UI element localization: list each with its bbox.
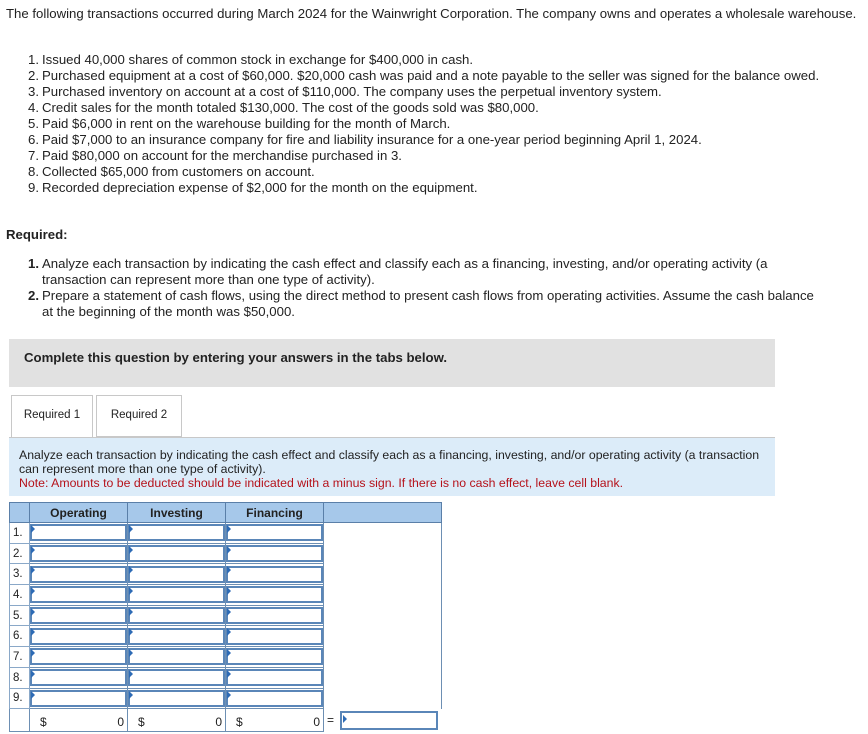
operating-cell [30,626,128,647]
currency-symbol: $ [236,715,243,730]
complete-banner: Complete this question by entering your answers in the tabs below. [9,339,775,387]
instructions-note: Note: Amounts to be deducted should be indicated with a minus sign. If there is no cash effect, leave cell blank. [19,476,624,490]
financing-cell [226,605,324,626]
financing-total-value: 0 [313,715,320,730]
operating-cell [30,667,128,688]
item-number: 2. [28,288,39,303]
row-label: 9. [10,688,30,709]
list-item [28,256,828,288]
operating-input[interactable] [30,586,127,603]
financing-input[interactable] [226,648,323,665]
column-header-blank [324,503,442,523]
corner-cell [10,503,30,523]
item-text: Recorded depreciation expense of $2,000 for the month on the equipment. [42,180,478,195]
operating-input[interactable] [30,628,127,645]
investing-input[interactable] [128,669,225,686]
financing-input[interactable] [226,545,323,562]
cash-effect-grid [9,502,442,732]
operating-input[interactable] [30,524,127,541]
financing-cell [226,585,324,606]
operating-input[interactable] [30,690,127,707]
operating-cell [30,543,128,564]
operating-cell [30,564,128,585]
investing-cell [128,605,226,626]
required-list [28,256,828,320]
investing-cell [128,523,226,544]
list-item [28,164,848,180]
row-label: 6. [10,626,30,647]
investing-cell [128,626,226,647]
net-change-cell [324,709,442,732]
operating-input[interactable] [30,566,127,583]
instructions-text: Analyze each transaction by indicating the cash effect and classify each as a financing, investing, and/or operating activity (a transaction can represent more than one type of activity). [19,448,760,476]
financing-input[interactable] [226,566,323,583]
financing-input[interactable] [226,524,323,541]
financing-total [226,709,324,732]
operating-input[interactable] [30,607,127,624]
investing-input[interactable] [128,690,225,707]
financing-input[interactable] [226,607,323,624]
item-text: Analyze each transaction by indicating the cash effect and classify each as a financing, investing, and/or operating activity (a transaction can represent more than one type of activity). [42,256,768,287]
operating-input[interactable] [30,648,127,665]
operating-cell [30,647,128,668]
investing-total [128,709,226,732]
column-header-financing: Financing [226,503,324,523]
financing-input[interactable] [226,628,323,645]
investing-cell [128,543,226,564]
operating-cell [30,688,128,709]
item-number: 1. [28,52,39,67]
investing-input[interactable] [128,607,225,624]
item-text: Purchased equipment at a cost of $60,000. $20,000 cash was paid and a note payable to the seller was signed for the balance owed. [42,68,820,83]
row-label: 2. [10,543,30,564]
investing-cell [128,667,226,688]
operating-total-value: 0 [117,715,124,730]
item-text: Collected $65,000 from customers on account. [42,164,315,179]
list-item [28,84,848,100]
transaction-list [28,52,848,196]
investing-cell [128,647,226,668]
table-row [10,523,442,544]
list-item [28,68,848,84]
financing-cell [226,564,324,585]
list-item [28,116,848,132]
row-label: 8. [10,667,30,688]
item-text: Purchased inventory on account at a cost of $110,000. The company uses the perpetual inventory system. [42,84,662,99]
investing-cell [128,585,226,606]
currency-symbol: $ [138,715,145,730]
row-label: 7. [10,647,30,668]
item-number: 5. [28,116,39,131]
list-item [28,132,848,148]
investing-cell [128,688,226,709]
column-header-investing: Investing [128,503,226,523]
item-text: Issued 40,000 shares of common stock in exchange for $400,000 in cash. [42,52,474,67]
item-text: Paid $7,000 to an insurance company for fire and liability insurance for a one-year period beginning April 1, 2024. [42,132,702,147]
financing-cell [226,647,324,668]
row-label: 5. [10,605,30,626]
operating-cell [30,523,128,544]
investing-input[interactable] [128,628,225,645]
totals-row [10,709,442,732]
item-number: 2. [28,68,39,83]
investing-input[interactable] [128,566,225,583]
answer-table [9,502,442,732]
investing-input[interactable] [128,586,225,603]
item-number: 7. [28,148,39,163]
tab-required-1[interactable]: Required 1 [11,395,93,437]
row-label: 4. [10,585,30,606]
list-item [28,288,828,320]
operating-cell [30,605,128,626]
item-number: 3. [28,84,39,99]
operating-cell [30,585,128,606]
financing-cell [226,688,324,709]
investing-input[interactable] [128,648,225,665]
item-text: Paid $80,000 on account for the merchandise purchased in 3. [42,148,402,163]
list-item [28,148,848,164]
required-heading: Required: [6,227,68,242]
item-text: Credit sales for the month totaled $130,000. The cost of the goods sold was $80,000. [42,100,539,115]
financing-input[interactable] [226,669,323,686]
list-item [28,52,848,68]
financing-cell [226,523,324,544]
intro-text: The following transactions occurred during March 2024 for the Wainwright Corporation. The company owns and operates a wholesale warehouse. [6,6,857,21]
operating-total [30,709,128,732]
financing-cell [226,543,324,564]
operating-input[interactable] [30,669,127,686]
item-text: Prepare a statement of cash flows, using the direct method to present cash flows from operating activities. Assume the cash balance at the beginning of the month was $50,000. [42,288,814,319]
operating-input[interactable] [30,545,127,562]
investing-input[interactable] [128,524,225,541]
financing-cell [226,667,324,688]
currency-symbol: $ [40,715,47,730]
financing-input[interactable] [226,586,323,603]
list-item [28,100,848,116]
row-label: 3. [10,564,30,585]
column-header-operating: Operating [30,503,128,523]
investing-input[interactable] [128,545,225,562]
item-number: 1. [28,256,39,271]
financing-cell [226,626,324,647]
financing-input[interactable] [226,690,323,707]
equals-sign: = [327,713,335,728]
item-text: Paid $6,000 in rent on the warehouse building for the month of March. [42,116,451,131]
row-label: 1. [10,523,30,544]
item-number: 6. [28,132,39,147]
item-number: 4. [28,100,39,115]
totals-label [10,709,30,732]
tab-required-2[interactable]: Required 2 [96,395,182,437]
net-change-input[interactable] [340,711,438,730]
investing-cell [128,564,226,585]
investing-total-value: 0 [215,715,222,730]
item-number: 9. [28,180,39,195]
list-item [28,180,848,196]
item-number: 8. [28,164,39,179]
instructions-panel [9,437,775,496]
spare-column [324,523,442,709]
